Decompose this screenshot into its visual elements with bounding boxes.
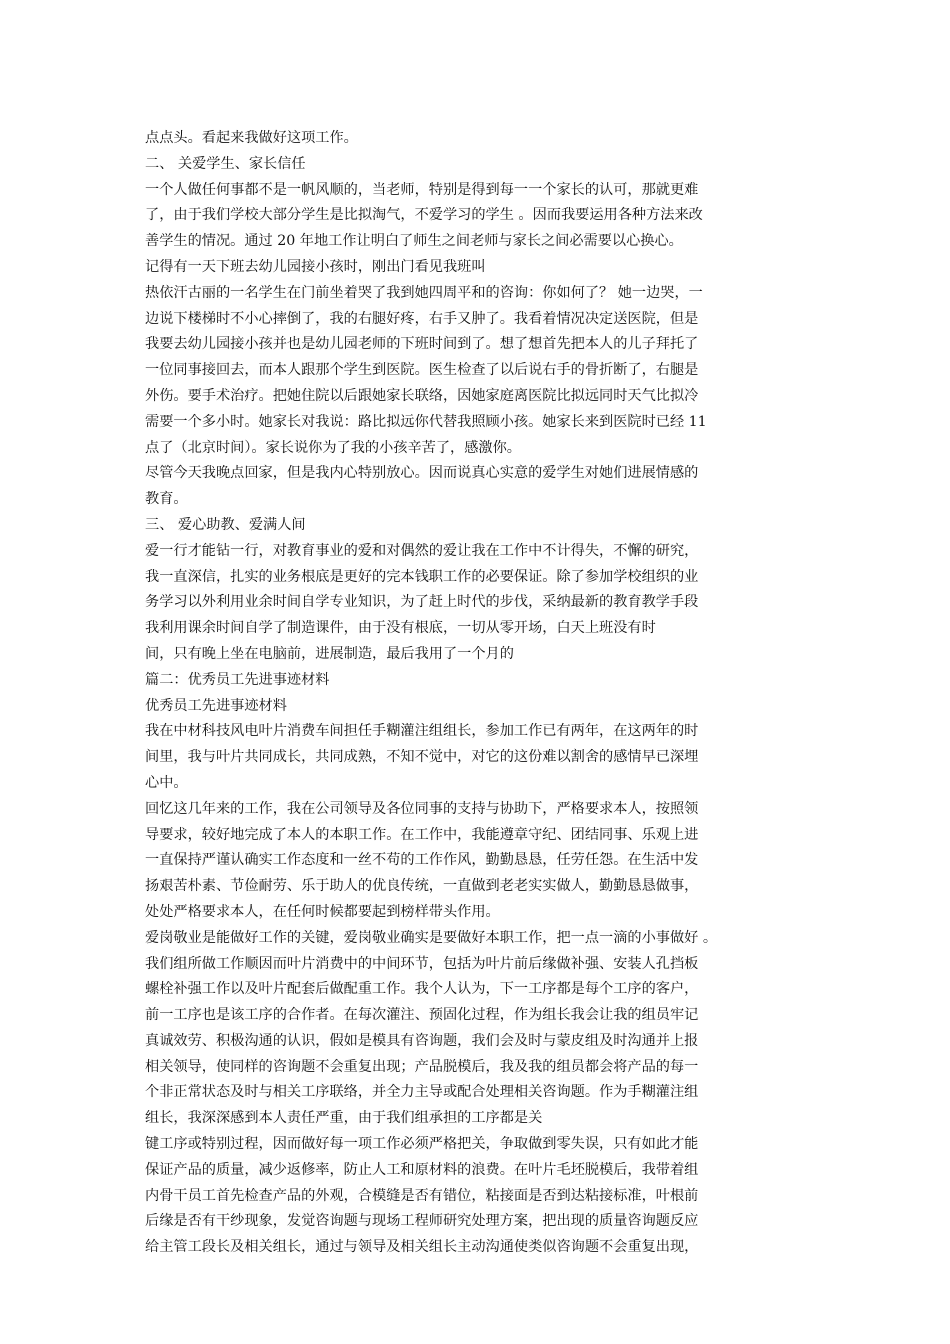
text-line: 处处严格要求本人，在任何时候都要起到榜样带头作用。 <box>145 903 500 920</box>
text-line: 一位同事接回去，而本人跟那个学生到医院。医生检查了以后说右手的骨折断了，右腿是 <box>145 362 699 379</box>
text-line: 我们组所做工作顺因而叶片消费中的中间环节，包括为叶片前后缘做补强、安装人孔挡板 <box>145 955 699 972</box>
text-line: 边说下楼梯时不小心摔倒了，我的右腿好疼，右手又肿了。我看着情况决定送医院，但是 <box>145 310 699 327</box>
text-line: 了，由于我们学校大部分学生是比拟淘气，不爱学习的学生 。因而我要运用各种方法来改 <box>145 207 703 224</box>
text-line: 保证产品的质量，减少返修率，防止人工和原材料的浪费。在叶片毛坯脱模后，我带着组 <box>145 1161 699 1178</box>
text-line: 后缘是否有干纱现象，发觉咨询题与现场工程师研究处理方案，把出现的质量咨询题反应 <box>145 1213 699 1230</box>
text-line: 螺栓补强工作以及叶片配套后做配重工作。我个人认为，下一工序都是每个工序的客户， <box>145 981 699 998</box>
text-line: 教育。 <box>145 491 188 508</box>
text-line: 二、 关爱学生、家长信任 <box>145 155 306 172</box>
text-line: 前一工序也是该工序的合作者。在每次灌注、预固化过程，作为组长我会让我的组员牢记 <box>145 1007 699 1024</box>
text-line: 间，只有晚上坐在电脑前，进展制造，最后我用了一个月的 <box>145 645 514 662</box>
document-body <box>145 126 825 1261</box>
text-line: 回忆这几年来的工作，我在公司领导及各位同事的支持与协助下，严格要求本人，按照领 <box>145 800 699 817</box>
text-line: 组长，我深深感到本人责任严重，由于我们组承担的工序都是关 <box>145 1110 543 1127</box>
text-line: 点点头。看起来我做好这项工作。 <box>145 130 358 146</box>
text-line: 一个人做任何事都不是一帆风顺的，当老师，特别是得到每一一个家长的认可，那就更难 <box>145 181 699 198</box>
text-line: 真诚效劳、积极沟通的认识，假如是模具有咨询题，我们会及时与蒙皮组及时沟通并上报 <box>145 1032 699 1049</box>
text-line: 内骨干员工首先检查产品的外观，合模缝是否有错位，粘接面是否到达粘接标准，叶根前 <box>145 1187 699 1204</box>
text-line: 给主管工段长及相关组长，通过与领导及相关组长主动沟通使类似咨询题不会重复出现， <box>145 1239 699 1256</box>
text-line: 优秀员工先进事迹材料 <box>145 697 287 714</box>
text-line: 篇二：优秀员工先进事迹材料 <box>145 671 330 688</box>
text-line: 爱一行才能钻一行，对教育事业的爱和对偶然的爱让我在工作中不计得失，不懈的研究， <box>145 542 699 559</box>
text-line: 务学习以外利用业余时间自学专业知识，为了赶上时代的步伐，采纳最新的教育教学手段 <box>145 594 699 611</box>
text-line: 个非正常状态及时与相关工序联络，并全力主导或配合处理相关咨询题。作为手糊灌注组 <box>145 1084 699 1101</box>
text-line: 我利用课余时间自学了制造课件，由于没有根底，一切从零开场，白天上班没有时 <box>145 620 656 637</box>
text-line: 热依汗古丽的一名学生在门前坐着哭了我到她四周平和的咨询：你如何了？ 她一边哭，一 <box>145 284 703 301</box>
text-line: 我要去幼儿园接小孩并也是幼儿园老师的下班时间到了。想了想首先把本人的儿子拜托了 <box>145 336 699 353</box>
text-line: 键工序或特别过程，因而做好每一项工作必须严格把关，争取做到零失误，只有如此才能 <box>145 1136 699 1153</box>
text-line: 点了（北京时间）。家长说你为了我的小孩辛苦了，感激你。 <box>145 439 521 456</box>
text-line: 三、 爱心助教、爱满人间 <box>145 516 306 533</box>
text-line: 间里，我与叶片共同成长，共同成熟，不知不觉中，对它的这份难以割舍的感情早已深埋 <box>145 749 699 766</box>
text-line: 尽管今天我晚点回家，但是我内心特别放心。因而说真心实意的爱学生对她们进展情感的 <box>145 465 699 482</box>
text-line: 我一直深信，扎实的业务根底是更好的完本钱职工作的必要保证。除了参加学校组织的业 <box>145 568 699 585</box>
text-line: 导要求，较好地完成了本人的本职工作。在工作中，我能遵章守纪、团结同事、乐观上进 <box>145 826 699 843</box>
text-line: 记得有一天下班去幼儿园接小孩时，刚出门看见我班叫 <box>145 258 486 275</box>
text-line: 善学生的情况。通过 20 年地工作让明白了师生之间老师与家长之间必需要以心换心。 <box>145 233 683 250</box>
text-line: 一直保持严谨认确实工作态度和一丝不苟的工作作风，勤勤恳恳，任劳任怨。在生活中发 <box>145 852 699 869</box>
text-line: 我在中材科技风电叶片消费车间担任手糊灌注组组长，参加工作已有两年，在这两年的时 <box>145 723 699 740</box>
text-line: 外伤。要手术治疗。把她住院以后跟她家长联络，因她家庭离医院比拟远同时天气比拟冷 <box>145 387 699 404</box>
text-line: 扬艰苦朴素、节俭耐劳、乐于助人的优良传统，一直做到老老实实做人，勤勤恳恳做事， <box>145 878 699 895</box>
text-line: 需要一个多小时。她家长对我说：路比拟远你代替我照顾小孩。她家长来到医院时已经 11 <box>145 413 707 430</box>
text-line: 爱岗敬业是能做好工作的关键，爱岗敬业确实是要做好本职工作，把一点一滴的小事做好 。 <box>145 929 718 946</box>
text-line: 相关领导，使同样的咨询题不会重复出现；产品脱模后，我及我的组员都会将产品的每一 <box>145 1058 699 1075</box>
text-line: 心中。 <box>145 774 188 791</box>
